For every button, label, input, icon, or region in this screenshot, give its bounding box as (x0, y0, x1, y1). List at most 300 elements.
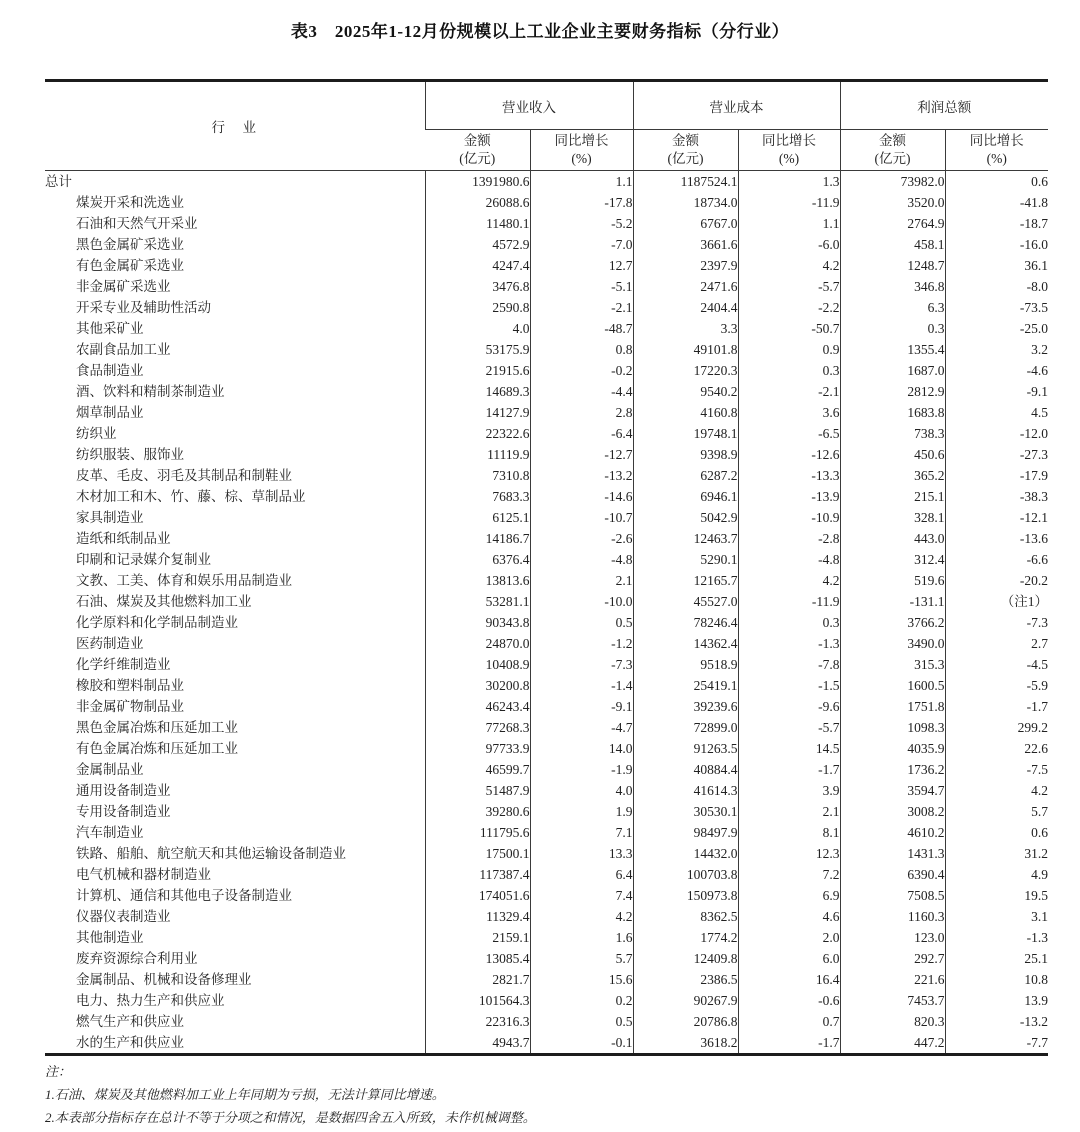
subheader-unit: (%) (986, 151, 1007, 166)
industry-cell: 医药制造业 (76, 636, 144, 651)
value-cell: 2.1 (738, 801, 840, 822)
value-cell: 73982.0 (840, 171, 945, 193)
value-cell: 1687.0 (840, 360, 945, 381)
value-cell: 17500.1 (425, 843, 530, 864)
value-cell: 72899.0 (633, 717, 738, 738)
industry-cell: 家具制造业 (76, 510, 144, 525)
industry-cell: 金属制品、机械和设备修理业 (76, 972, 252, 987)
value-cell: 25.1 (945, 948, 1048, 969)
industry-cell: 总计 (45, 174, 72, 189)
industry-cell: 化学纤维制造业 (76, 657, 171, 672)
value-cell: 39239.6 (633, 696, 738, 717)
value-cell: -1.5 (738, 675, 840, 696)
subheader-label: 金额 (672, 133, 699, 148)
value-cell: 26088.6 (425, 192, 530, 213)
value-cell: -6.6 (945, 549, 1048, 570)
value-cell: -13.2 (530, 465, 633, 486)
value-cell: 7453.7 (840, 990, 945, 1011)
table-row (45, 276, 1048, 297)
table-row (45, 297, 1048, 318)
table-row (45, 570, 1048, 591)
value-cell: 31.2 (945, 843, 1048, 864)
value-cell: 21915.6 (425, 360, 530, 381)
value-cell: 13085.4 (425, 948, 530, 969)
value-cell: -1.3 (945, 927, 1048, 948)
value-cell: -1.2 (530, 633, 633, 654)
column-header-profit-amount (840, 130, 945, 171)
table-row (45, 507, 1048, 528)
industry-cell: 其他采矿业 (76, 321, 144, 336)
value-cell: -11.9 (738, 591, 840, 612)
value-cell: 22.6 (945, 738, 1048, 759)
value-cell: -13.3 (738, 465, 840, 486)
table-row (45, 360, 1048, 381)
value-cell: 7683.3 (425, 486, 530, 507)
value-cell: 820.3 (840, 1011, 945, 1032)
value-cell: -4.5 (945, 654, 1048, 675)
value-cell: 2386.5 (633, 969, 738, 990)
value-cell: 174051.6 (425, 885, 530, 906)
value-cell: -7.7 (945, 1032, 1048, 1055)
value-cell: 6376.4 (425, 549, 530, 570)
table-row (45, 171, 1048, 193)
value-cell: -7.5 (945, 759, 1048, 780)
value-cell: 78246.4 (633, 612, 738, 633)
industry-cell: 造纸和纸制品业 (76, 531, 171, 546)
value-cell: -73.5 (945, 297, 1048, 318)
value-cell: -1.9 (530, 759, 633, 780)
value-cell: -13.9 (738, 486, 840, 507)
table-row (45, 318, 1048, 339)
value-cell: 8.1 (738, 822, 840, 843)
industry-cell: 烟草制品业 (76, 405, 144, 420)
value-cell: 15.6 (530, 969, 633, 990)
table-row (45, 696, 1048, 717)
value-cell: 14.0 (530, 738, 633, 759)
value-cell: 328.1 (840, 507, 945, 528)
value-cell: 5042.9 (633, 507, 738, 528)
value-cell: 2.8 (530, 402, 633, 423)
industry-cell: 非金属矿物制品业 (76, 699, 184, 714)
value-cell: 1.9 (530, 801, 633, 822)
value-cell: 4.5 (945, 402, 1048, 423)
value-cell: 40884.4 (633, 759, 738, 780)
value-cell: 14432.0 (633, 843, 738, 864)
value-cell: 11329.4 (425, 906, 530, 927)
value-cell: -2.6 (530, 528, 633, 549)
value-cell: -7.3 (945, 612, 1048, 633)
value-cell: -6.0 (738, 234, 840, 255)
value-cell: 10.8 (945, 969, 1048, 990)
value-cell: 4.9 (945, 864, 1048, 885)
value-cell: -17.8 (530, 192, 633, 213)
value-cell: 36.1 (945, 255, 1048, 276)
table-row (45, 717, 1048, 738)
value-cell: -7.0 (530, 234, 633, 255)
value-cell: 0.5 (530, 612, 633, 633)
page-title: 表3 2025年1-12月份规模以上工业企业主要财务指标（分行业） (290, 22, 790, 41)
industry-cell: 开采专业及辅助性活动 (76, 300, 211, 315)
value-cell: 3476.8 (425, 276, 530, 297)
value-cell: 315.3 (840, 654, 945, 675)
table-row (45, 822, 1048, 843)
table-row (45, 885, 1048, 906)
industry-cell: 黑色金属矿采选业 (76, 237, 184, 252)
value-cell: 6.3 (840, 297, 945, 318)
value-cell: 2590.8 (425, 297, 530, 318)
value-cell: 12.7 (530, 255, 633, 276)
value-cell: 4247.4 (425, 255, 530, 276)
value-cell: -50.7 (738, 318, 840, 339)
value-cell: 3008.2 (840, 801, 945, 822)
value-cell: 7310.8 (425, 465, 530, 486)
value-cell: 7508.5 (840, 885, 945, 906)
value-cell: 19.5 (945, 885, 1048, 906)
value-cell: 1683.8 (840, 402, 945, 423)
value-cell: 1774.2 (633, 927, 738, 948)
value-cell: 91263.5 (633, 738, 738, 759)
header-group-row (45, 81, 1048, 130)
value-cell: -41.8 (945, 192, 1048, 213)
table-row (45, 486, 1048, 507)
value-cell: 101564.3 (425, 990, 530, 1011)
value-cell: 4.2 (738, 255, 840, 276)
value-cell: 5290.1 (633, 549, 738, 570)
value-cell: -12.6 (738, 444, 840, 465)
table-row (45, 843, 1048, 864)
industry-cell: 有色金属矿采选业 (76, 258, 184, 273)
value-cell: -13.6 (945, 528, 1048, 549)
subheader-label: 金额 (879, 133, 906, 148)
value-cell: 1391980.6 (425, 171, 530, 193)
value-cell: -20.2 (945, 570, 1048, 591)
value-cell: 6390.4 (840, 864, 945, 885)
industry-cell: 专用设备制造业 (76, 804, 171, 819)
value-cell: 4572.9 (425, 234, 530, 255)
value-cell: 1160.3 (840, 906, 945, 927)
column-group-total-profit: 利润总额 (840, 81, 1048, 130)
value-cell: 24870.0 (425, 633, 530, 654)
value-cell: -2.8 (738, 528, 840, 549)
industry-cell: 石油和天然气开采业 (76, 216, 198, 231)
value-cell: -1.7 (945, 696, 1048, 717)
industry-cell: 印刷和记录媒介复制业 (76, 552, 211, 567)
value-cell: 2821.7 (425, 969, 530, 990)
value-cell: 4.0 (530, 780, 633, 801)
value-cell: 6.4 (530, 864, 633, 885)
value-cell: -7.3 (530, 654, 633, 675)
value-cell: 4.2 (738, 570, 840, 591)
value-cell: 90343.8 (425, 612, 530, 633)
value-cell: 16.4 (738, 969, 840, 990)
value-cell: -48.7 (530, 318, 633, 339)
value-cell: 13.9 (945, 990, 1048, 1011)
value-cell: -9.6 (738, 696, 840, 717)
industry-cell: 电气机械和器材制造业 (76, 867, 211, 882)
industry-cell: 通用设备制造业 (76, 783, 171, 798)
subheader-unit: (亿元) (459, 151, 496, 166)
table-row (45, 738, 1048, 759)
industry-cell: 计算机、通信和其他电子设备制造业 (76, 888, 292, 903)
column-header-cost-amount (633, 130, 738, 171)
value-cell: -4.4 (530, 381, 633, 402)
industry-cell: 皮革、毛皮、羽毛及其制品和制鞋业 (76, 468, 292, 483)
value-cell: -5.1 (530, 276, 633, 297)
value-cell: -1.4 (530, 675, 633, 696)
value-cell: -25.0 (945, 318, 1048, 339)
subheader-unit: (亿元) (667, 151, 704, 166)
industry-cell: 废弃资源综合利用业 (76, 951, 198, 966)
value-cell: -38.3 (945, 486, 1048, 507)
value-cell: 299.2 (945, 717, 1048, 738)
value-cell: 1431.3 (840, 843, 945, 864)
value-cell: -2.1 (738, 381, 840, 402)
industry-cell: 石油、煤炭及其他燃料加工业 (76, 594, 252, 609)
table-row (45, 213, 1048, 234)
value-cell: 111795.6 (425, 822, 530, 843)
table-row (45, 444, 1048, 465)
industry-cell: 橡胶和塑料制品业 (76, 678, 184, 693)
value-cell: -1.7 (738, 1032, 840, 1055)
table-row (45, 780, 1048, 801)
value-cell: 1736.2 (840, 759, 945, 780)
value-cell: 1355.4 (840, 339, 945, 360)
value-cell: 6767.0 (633, 213, 738, 234)
table-row (45, 234, 1048, 255)
value-cell: -8.0 (945, 276, 1048, 297)
table-row (45, 528, 1048, 549)
value-cell: 0.6 (945, 171, 1048, 193)
value-cell: -13.2 (945, 1011, 1048, 1032)
value-cell: -2.1 (530, 297, 633, 318)
value-cell: 215.1 (840, 486, 945, 507)
value-cell: 0.2 (530, 990, 633, 1011)
value-cell: 2.0 (738, 927, 840, 948)
value-cell: 3.9 (738, 780, 840, 801)
value-cell: 292.7 (840, 948, 945, 969)
industry-cell: 文教、工美、体育和娱乐用品制造业 (76, 573, 292, 588)
value-cell: 1600.5 (840, 675, 945, 696)
value-cell: 41614.3 (633, 780, 738, 801)
subheader-unit: (%) (571, 151, 592, 166)
value-cell: 4.2 (530, 906, 633, 927)
value-cell: 458.1 (840, 234, 945, 255)
value-cell: 1.6 (530, 927, 633, 948)
value-cell: 4610.2 (840, 822, 945, 843)
value-cell: 11480.1 (425, 213, 530, 234)
table-row (45, 591, 1048, 612)
value-cell: 4943.7 (425, 1032, 530, 1055)
value-cell: 0.7 (738, 1011, 840, 1032)
industry-cell: 纺织业 (76, 426, 117, 441)
table-row (45, 612, 1048, 633)
industry-cell: 水的生产和供应业 (76, 1035, 184, 1050)
value-cell: -5.2 (530, 213, 633, 234)
value-cell: 3766.2 (840, 612, 945, 633)
value-cell: 30200.8 (425, 675, 530, 696)
value-cell: 447.2 (840, 1032, 945, 1055)
value-cell: 14689.3 (425, 381, 530, 402)
value-cell: 3.2 (945, 339, 1048, 360)
value-cell: （注1） (945, 591, 1048, 612)
value-cell: 12165.7 (633, 570, 738, 591)
value-cell: 3618.2 (633, 1032, 738, 1055)
table-row (45, 402, 1048, 423)
value-cell: -9.1 (945, 381, 1048, 402)
value-cell: -7.8 (738, 654, 840, 675)
column-group-operating-revenue: 营业收入 (425, 81, 633, 130)
value-cell: 3.1 (945, 906, 1048, 927)
value-cell: 45527.0 (633, 591, 738, 612)
value-cell: -16.0 (945, 234, 1048, 255)
value-cell: 0.3 (738, 360, 840, 381)
value-cell: -0.1 (530, 1032, 633, 1055)
table-row (45, 864, 1048, 885)
value-cell: 12409.8 (633, 948, 738, 969)
table-row (45, 675, 1048, 696)
footnote-item: 2.本表部分指标存在总计不等于分项之和情况，是数据四舍五入所致，未作机械调整。 (45, 1110, 536, 1125)
value-cell: 150973.8 (633, 885, 738, 906)
value-cell: -1.7 (738, 759, 840, 780)
industry-cell: 纺织服装、服饰业 (76, 447, 184, 462)
value-cell: 51487.9 (425, 780, 530, 801)
footnote-item: 1.石油、煤炭及其他燃料加工业上年同期为亏损，无法计算同比增速。 (45, 1087, 445, 1102)
value-cell: 3.6 (738, 402, 840, 423)
value-cell: -0.2 (530, 360, 633, 381)
value-cell: 3520.0 (840, 192, 945, 213)
value-cell: 14127.9 (425, 402, 530, 423)
value-cell: 0.9 (738, 339, 840, 360)
value-cell: 53175.9 (425, 339, 530, 360)
subheader-unit: (%) (778, 151, 800, 166)
value-cell: 19748.1 (633, 423, 738, 444)
subheader-label: 同比增长 (762, 133, 816, 148)
table-row (45, 549, 1048, 570)
value-cell: 4160.8 (633, 402, 738, 423)
value-cell: 1.1 (738, 213, 840, 234)
value-cell: 12.3 (738, 843, 840, 864)
industry-cell: 食品制造业 (76, 363, 144, 378)
value-cell: -5.7 (738, 717, 840, 738)
industry-cell: 燃气生产和供应业 (76, 1014, 184, 1029)
value-cell: 46243.4 (425, 696, 530, 717)
value-cell: 0.6 (945, 822, 1048, 843)
value-cell: 6946.1 (633, 486, 738, 507)
value-cell: 1.1 (530, 171, 633, 193)
table-row (45, 192, 1048, 213)
value-cell: 1098.3 (840, 717, 945, 738)
value-cell: -17.9 (945, 465, 1048, 486)
table-row (45, 654, 1048, 675)
value-cell: 9398.9 (633, 444, 738, 465)
value-cell: -9.1 (530, 696, 633, 717)
value-cell: 77268.3 (425, 717, 530, 738)
value-cell: 0.8 (530, 339, 633, 360)
value-cell: -12.7 (530, 444, 633, 465)
value-cell: 90267.9 (633, 990, 738, 1011)
value-cell: 10408.9 (425, 654, 530, 675)
table-row (45, 465, 1048, 486)
column-header-revenue-growth (530, 130, 633, 171)
table-container (45, 79, 1048, 1056)
value-cell: -10.9 (738, 507, 840, 528)
value-cell: 30530.1 (633, 801, 738, 822)
value-cell: 6125.1 (425, 507, 530, 528)
value-cell: 13.3 (530, 843, 633, 864)
column-header-revenue-amount (425, 130, 530, 171)
value-cell: -12.0 (945, 423, 1048, 444)
table-row (45, 381, 1048, 402)
industry-cell: 木材加工和木、竹、藤、棕、草制品业 (76, 489, 306, 504)
value-cell: -0.6 (738, 990, 840, 1011)
table-row (45, 633, 1048, 654)
value-cell: 53281.1 (425, 591, 530, 612)
value-cell: 4.2 (945, 780, 1048, 801)
value-cell: 365.2 (840, 465, 945, 486)
value-cell: 5.7 (530, 948, 633, 969)
table-row (45, 948, 1048, 969)
value-cell: -27.3 (945, 444, 1048, 465)
value-cell: -10.0 (530, 591, 633, 612)
financial-indicators-table (45, 79, 1048, 1056)
value-cell: 2812.9 (840, 381, 945, 402)
value-cell: -131.1 (840, 591, 945, 612)
subheader-unit: (亿元) (874, 151, 911, 166)
value-cell: 4.0 (425, 318, 530, 339)
value-cell: 4.6 (738, 906, 840, 927)
value-cell: -10.7 (530, 507, 633, 528)
table-row (45, 906, 1048, 927)
value-cell: 6287.2 (633, 465, 738, 486)
value-cell: 1187524.1 (633, 171, 738, 193)
value-cell: 46599.7 (425, 759, 530, 780)
industry-cell: 农副食品加工业 (76, 342, 171, 357)
value-cell: 49101.8 (633, 339, 738, 360)
value-cell: -6.5 (738, 423, 840, 444)
value-cell: 1.3 (738, 171, 840, 193)
value-cell: 17220.3 (633, 360, 738, 381)
value-cell: 22316.3 (425, 1011, 530, 1032)
value-cell: -4.6 (945, 360, 1048, 381)
column-header-cost-growth (738, 130, 840, 171)
value-cell: 11119.9 (425, 444, 530, 465)
column-header-industry: 行 业 (45, 81, 425, 171)
subheader-label: 金额 (463, 133, 491, 148)
value-cell: -4.7 (530, 717, 633, 738)
value-cell: 2.7 (945, 633, 1048, 654)
value-cell: 14186.7 (425, 528, 530, 549)
value-cell: 9540.2 (633, 381, 738, 402)
value-cell: 123.0 (840, 927, 945, 948)
value-cell: 3594.7 (840, 780, 945, 801)
footnotes (45, 1060, 1080, 1129)
industry-cell: 其他制造业 (76, 930, 144, 945)
industry-cell: 电力、热力生产和供应业 (76, 993, 225, 1008)
industry-cell: 非金属矿采选业 (76, 279, 171, 294)
table-row (45, 759, 1048, 780)
table-row (45, 927, 1048, 948)
value-cell: 0.5 (530, 1011, 633, 1032)
table-header (45, 81, 1048, 171)
value-cell: 519.6 (840, 570, 945, 591)
value-cell: 2404.4 (633, 297, 738, 318)
value-cell: -1.3 (738, 633, 840, 654)
value-cell: 6.9 (738, 885, 840, 906)
industry-cell: 黑色金属冶炼和压延加工业 (76, 720, 238, 735)
subheader-label: 同比增长 (554, 133, 609, 148)
value-cell: 22322.6 (425, 423, 530, 444)
value-cell: 98497.9 (633, 822, 738, 843)
